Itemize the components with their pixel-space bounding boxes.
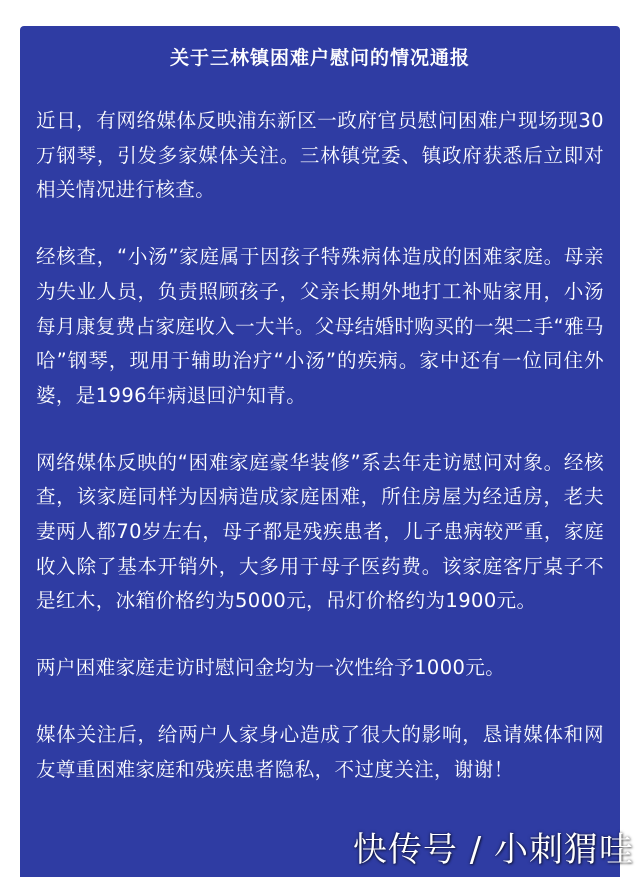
paragraph-intro: 近日，有网络媒体反映浦东新区一政府官员慰问困难户现场现30万钢琴，引发多家媒体关注。三林镇党委、镇政府获悉后立即对相关情况进行核查。 [36,109,604,202]
paragraph-xiaotang-family: 经核查，“小汤”家庭属于因孩子特殊病体造成的困难家庭。母亲为失业人员，负责照顾孩子，父亲长期外地打工补贴家用，小汤每月康复费占家庭收入一大半。父母结婚时购买的一架二手“雅马哈”钢琴，现用于辅助治疗“小汤”的疾病。家中还有一位同住外婆，是1996年病退回沪知青。 [36,245,604,407]
paragraph-luxury-claim: 网络媒体反映的“困难家庭豪华装修”系去年走访慰问对象。经核查，该家庭同样为因病造成家庭困难，所住房屋为经适房，老夫妻两人都70岁左右，母子都是残疾患者，儿子患病较严重，家庭收入除了基本开销外，大多用于母子医药费。该家庭客厅桌子不是红木，冰箱价格约为5000元，吊灯价格约为1900元。 [36,450,604,613]
notice-card [20,26,620,877]
notice-body [36,104,604,787]
paragraph-privacy-appeal: 媒体关注后，给两户人家身心造成了很大的影响，恳请媒体和网友尊重困难家庭和残疾患者隐私，不过度关注，谢谢！ [36,722,604,781]
notice-title: 关于三林镇困难户慰问的情况通报 [169,47,470,69]
paragraph-condolence-money: 两户困难家庭走访时慰问金均为一次性给予1000元。 [36,656,506,680]
watermark: 快传号 / 小刺猬哇 [352,830,634,870]
